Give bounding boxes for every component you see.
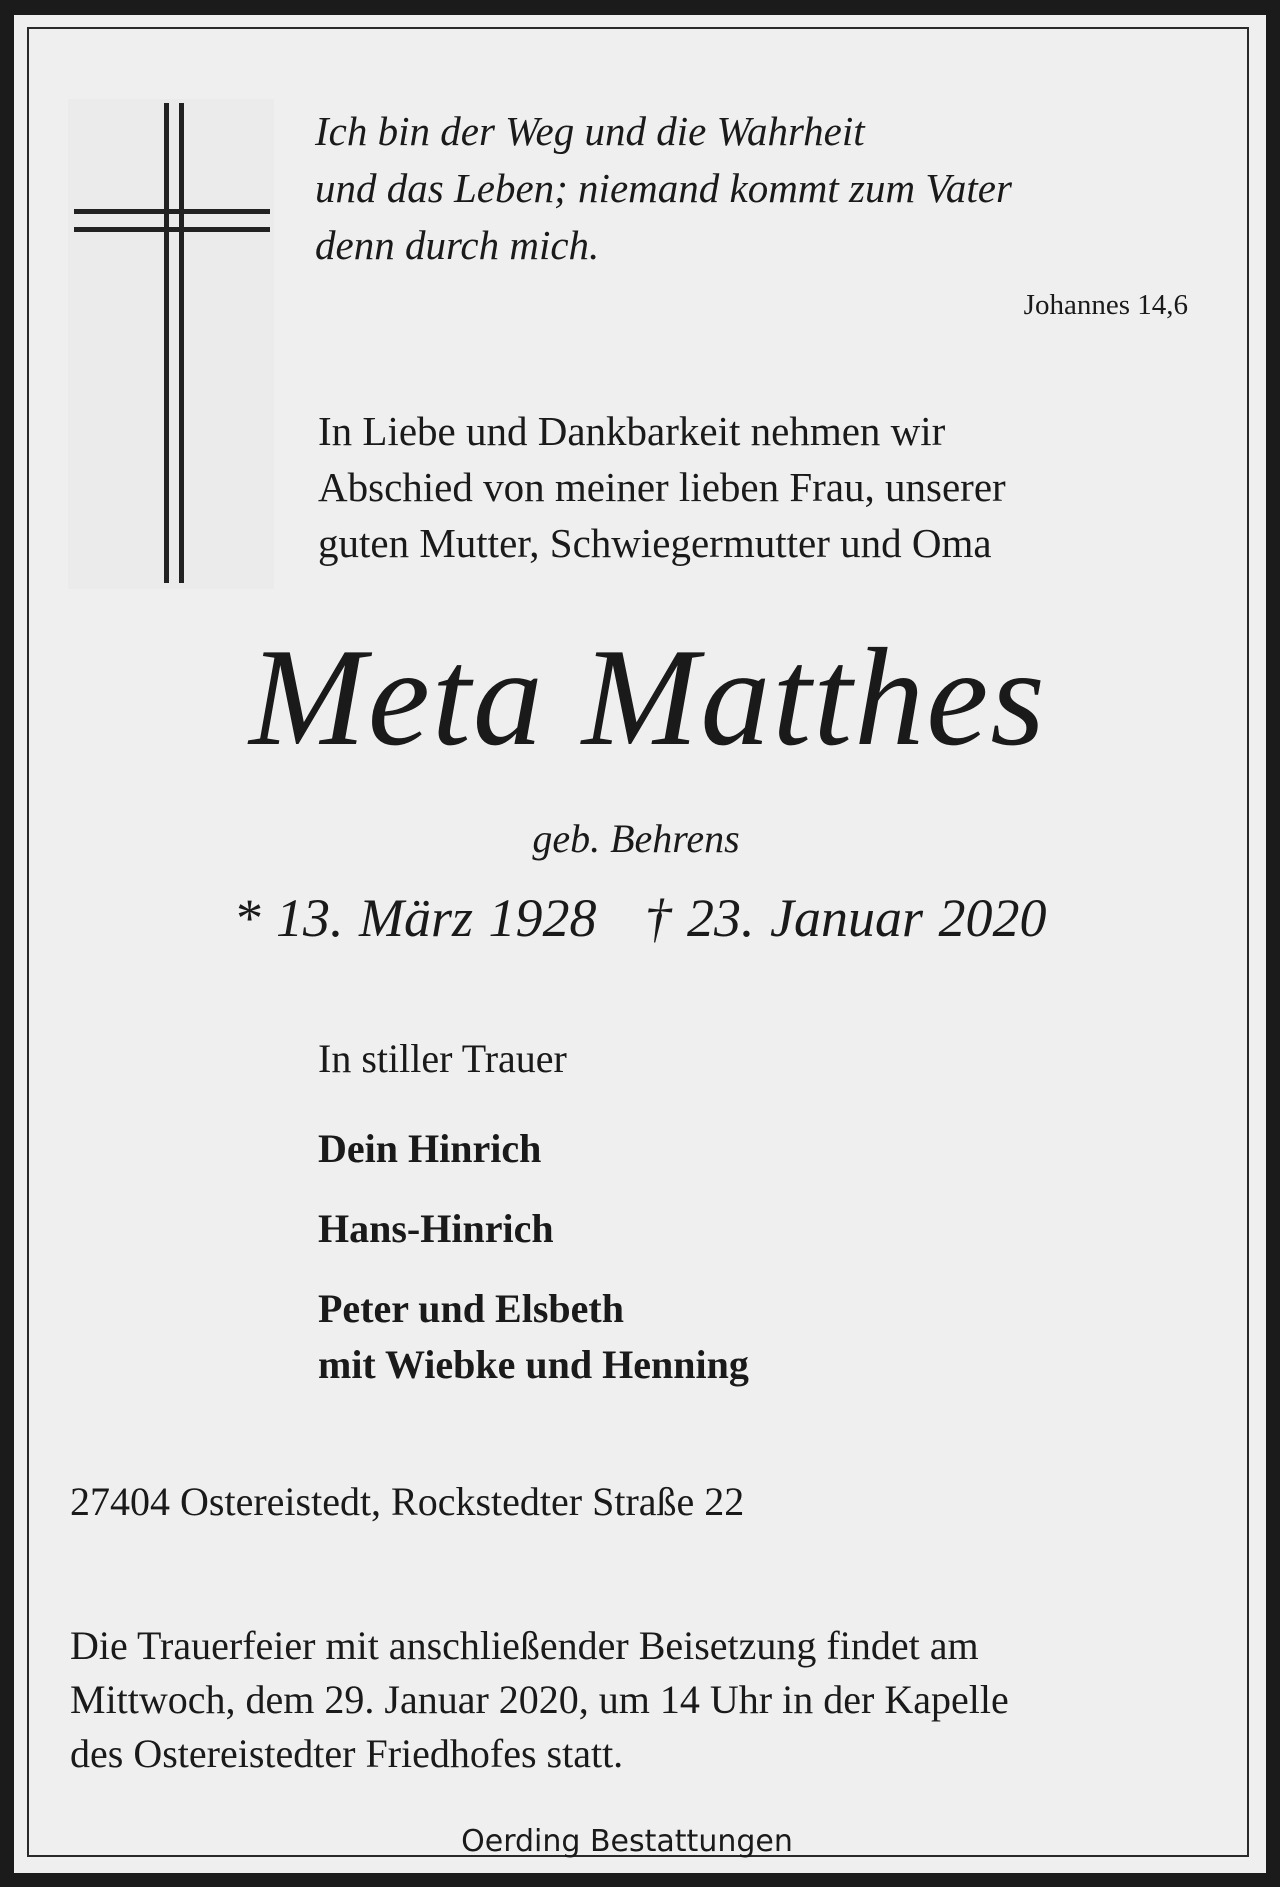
verse-reference: Johannes 14,6	[1023, 289, 1188, 321]
life-dates	[14, 885, 1266, 951]
mourner-entry: mit Wiebke und Henning	[318, 1342, 749, 1387]
bible-verse	[315, 103, 1235, 274]
deceased-name: Meta Matthes	[249, 620, 1047, 775]
maiden-name: geb. Behrens	[532, 816, 740, 861]
service-line: Die Trauerfeier mit anschließender Beisetzung findet am	[70, 1623, 979, 1668]
mourner-entry: Hans-Hinrich	[318, 1206, 554, 1251]
intro-line: guten Mutter, Schwiegermutter und Oma	[318, 520, 992, 566]
mourner-entry: Dein Hinrich	[318, 1126, 542, 1171]
verse-line: Ich bin der Weg und die Wahrheit	[315, 108, 865, 154]
intro-line: In Liebe und Dankbarkeit nehmen wir	[318, 408, 946, 454]
mourning-heading: In stiller Trauer	[318, 1036, 567, 1081]
mourner-entry: Peter und Elsbeth	[318, 1286, 624, 1331]
birth-date: * 13. März 1928	[233, 888, 597, 948]
mourners-list	[318, 1121, 749, 1393]
obituary-notice	[14, 15, 1266, 1873]
intro-line: Abschied von meiner lieben Frau, unserer	[318, 464, 1006, 510]
cross-icon	[68, 99, 274, 589]
verse-line: denn durch mich.	[315, 222, 600, 268]
intro-text	[318, 403, 1218, 571]
verse-line: und das Leben; niemand kommt zum Vater	[315, 165, 1012, 211]
death-date: † 23. Januar 2020	[644, 888, 1047, 948]
family-address: 27404 Ostereistedt, Rockstedter Straße 22	[70, 1479, 745, 1524]
undertaker-name: Oerding Bestattungen	[461, 1824, 793, 1859]
service-line: Mittwoch, dem 29. Januar 2020, um 14 Uhr in der Kapelle	[70, 1677, 1009, 1722]
service-details	[70, 1619, 1220, 1781]
service-line: des Ostereistedter Friedhofes statt.	[70, 1731, 624, 1776]
